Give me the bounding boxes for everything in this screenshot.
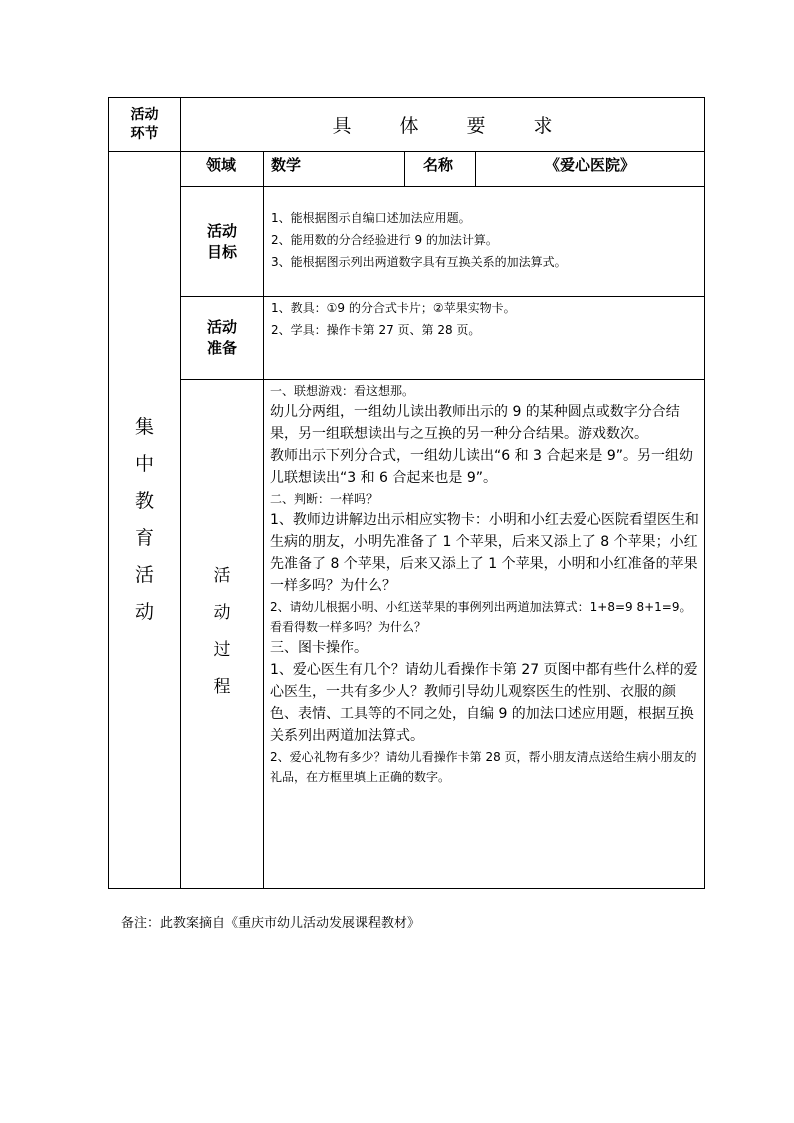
process-label-char: 动 [213, 603, 231, 623]
stage-header-line1: 活动 [130, 106, 159, 123]
preparation-label-line1: 活动 [206, 318, 237, 336]
requirements-title-char: 体 [399, 115, 419, 137]
preparation-label-line2: 准备 [206, 339, 237, 357]
process-label-char: 活 [213, 566, 231, 586]
preparation-item: 2、学具：操作卡第 27 页、第 28 页。 [271, 323, 481, 337]
goal-item: 2、能用数的分合经验进行 9 的加法计算。 [271, 233, 498, 247]
goals-label-line1: 活动 [206, 221, 237, 240]
lesson-name: 《爱心医院》 [476, 152, 705, 187]
section-label-char: 集 [134, 416, 154, 438]
process-line: 教师出示下列分合式，一组幼儿读出“6 和 3 合起来是 9”。另一组幼儿联想读出“3 和 6 合起来也是 9”。 [270, 448, 694, 486]
process-line: 2、爱心礼物有多少？请幼儿看操作卡第 28 页，帮小朋友清点送给生病小朋友的礼品，在方框里填上正确的数字。 [270, 750, 697, 784]
process-line: 1、爱心医生有几个？请幼儿看操作卡第 27 页图中都有些什么样的爱心医生，一共有多少人？教师引导幼儿观察医生的性别、衣服的颜色、表情、工具等的不同之处，自编 9 的加法口述应用题，根据互换关系列出两道加法算式。 [270, 662, 698, 744]
process-line: 1、教师边讲解边出示相应实物卡：小明和小红去爱心医院看望医生和生病的朋友，小明先准备了 1 个苹果，后来又添上了 8 个苹果；小红先准备了 8 个苹果，后来又添上了 1 个苹果，小明和小红准备的苹果一样多吗？为什么？ [270, 512, 699, 594]
stage-header-cell [109, 98, 181, 152]
goals-label-cell [181, 187, 264, 297]
requirements-title-char: 具 [332, 115, 352, 137]
goals-content [264, 187, 705, 297]
section-label-char: 动 [134, 601, 154, 623]
lesson-plan-table [108, 97, 705, 889]
process-label-cell [181, 380, 264, 889]
preparation-row [109, 297, 705, 380]
section-label-char: 中 [134, 453, 154, 475]
info-row [109, 152, 705, 187]
domain-value: 数学 [264, 152, 405, 187]
process-line: 幼儿分两组，一组幼儿读出教师出示的 9 的某种圆点或数字分合结果，另一组联想读出与之互换的另一种分合结果。游戏数次。 [270, 404, 680, 442]
preparation-label-cell [181, 297, 264, 380]
requirements-header-cell [181, 98, 705, 152]
requirements-title-char: 要 [466, 115, 486, 137]
process-line: 2、请幼儿根据小明、小红送苹果的事例列出两道加法算式：1+8=9 8+1=9。看看得数一样多吗？为什么？ [270, 600, 692, 634]
process-line: 三、图卡操作。 [270, 640, 368, 656]
goals-row [109, 187, 705, 297]
requirements-title-char: 求 [533, 115, 553, 137]
process-content [264, 380, 705, 889]
process-label-char: 过 [213, 640, 231, 660]
preparation-item: 1、教具：①9 的分合式卡片；②苹果实物卡。 [271, 301, 516, 315]
process-line: 二、判断：一样吗？ [270, 492, 379, 506]
section-label-char: 教 [134, 490, 154, 512]
stage-header-line2: 环节 [130, 125, 159, 142]
section-label-cell [109, 152, 181, 889]
section-label-char: 活 [134, 564, 154, 586]
domain-label: 领域 [181, 152, 264, 187]
preparation-content [264, 297, 705, 380]
footer-note: 备注：此教案摘自《重庆市幼儿活动发展课程教材》 [121, 916, 421, 931]
goal-item: 3、能根据图示列出两道数字具有互换关系的加法算式。 [271, 255, 567, 269]
header-row [109, 98, 705, 152]
process-label-char: 程 [213, 677, 231, 697]
section-label-char: 育 [134, 527, 154, 549]
goals-label-line2: 目标 [206, 242, 237, 261]
goal-item: 1、能根据图示自编口述加法应用题。 [271, 211, 471, 225]
process-line: 一、联想游戏：看这想那。 [270, 384, 415, 398]
name-label: 名称 [405, 152, 476, 187]
process-row [109, 380, 705, 889]
